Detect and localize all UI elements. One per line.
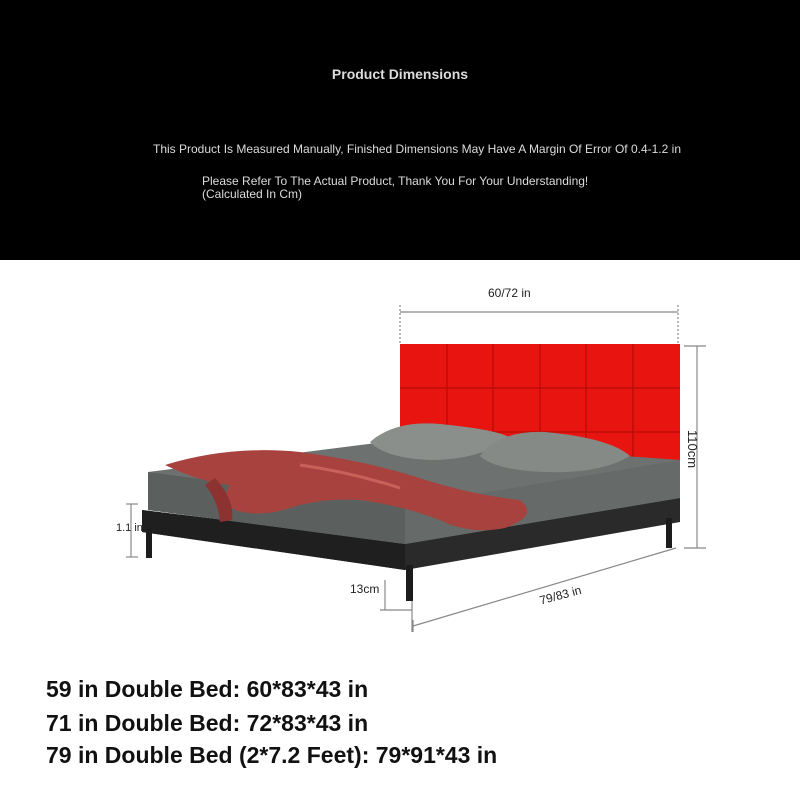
bed-illustration [0, 260, 800, 660]
width-label: 60/72 in [488, 286, 531, 300]
size-option-79: 79 in Double Bed (2*7.2 Feet): 79*91*43 in [46, 742, 498, 768]
size-option-71: 71 in Double Bed: 72*83*43 in [46, 710, 369, 736]
leg-height-label: 13cm [350, 582, 380, 596]
refer-note [202, 175, 588, 201]
banner-title: Product Dimensions [331, 66, 469, 82]
size-option-59: 59 in Double Bed: 60*83*43 in [46, 676, 369, 702]
width-dimension-line [400, 305, 678, 345]
refer-note-line1: Please Refer To The Actual Product, Thank You For Your Understanding! [202, 174, 589, 188]
length-label: 79/83 in [538, 582, 583, 608]
height-label: 110cm [685, 430, 700, 469]
measurement-notice: This Product Is Measured Manually, Finished Dimensions May Have A Margin Of Error Of 0.4-1.2 in [153, 142, 681, 156]
header-banner [0, 0, 800, 260]
refer-note-line2: (Calculated In Cm) [202, 187, 303, 201]
bed-dimension-diagram [0, 260, 800, 660]
side-height-label: 1.1 in [116, 522, 143, 534]
